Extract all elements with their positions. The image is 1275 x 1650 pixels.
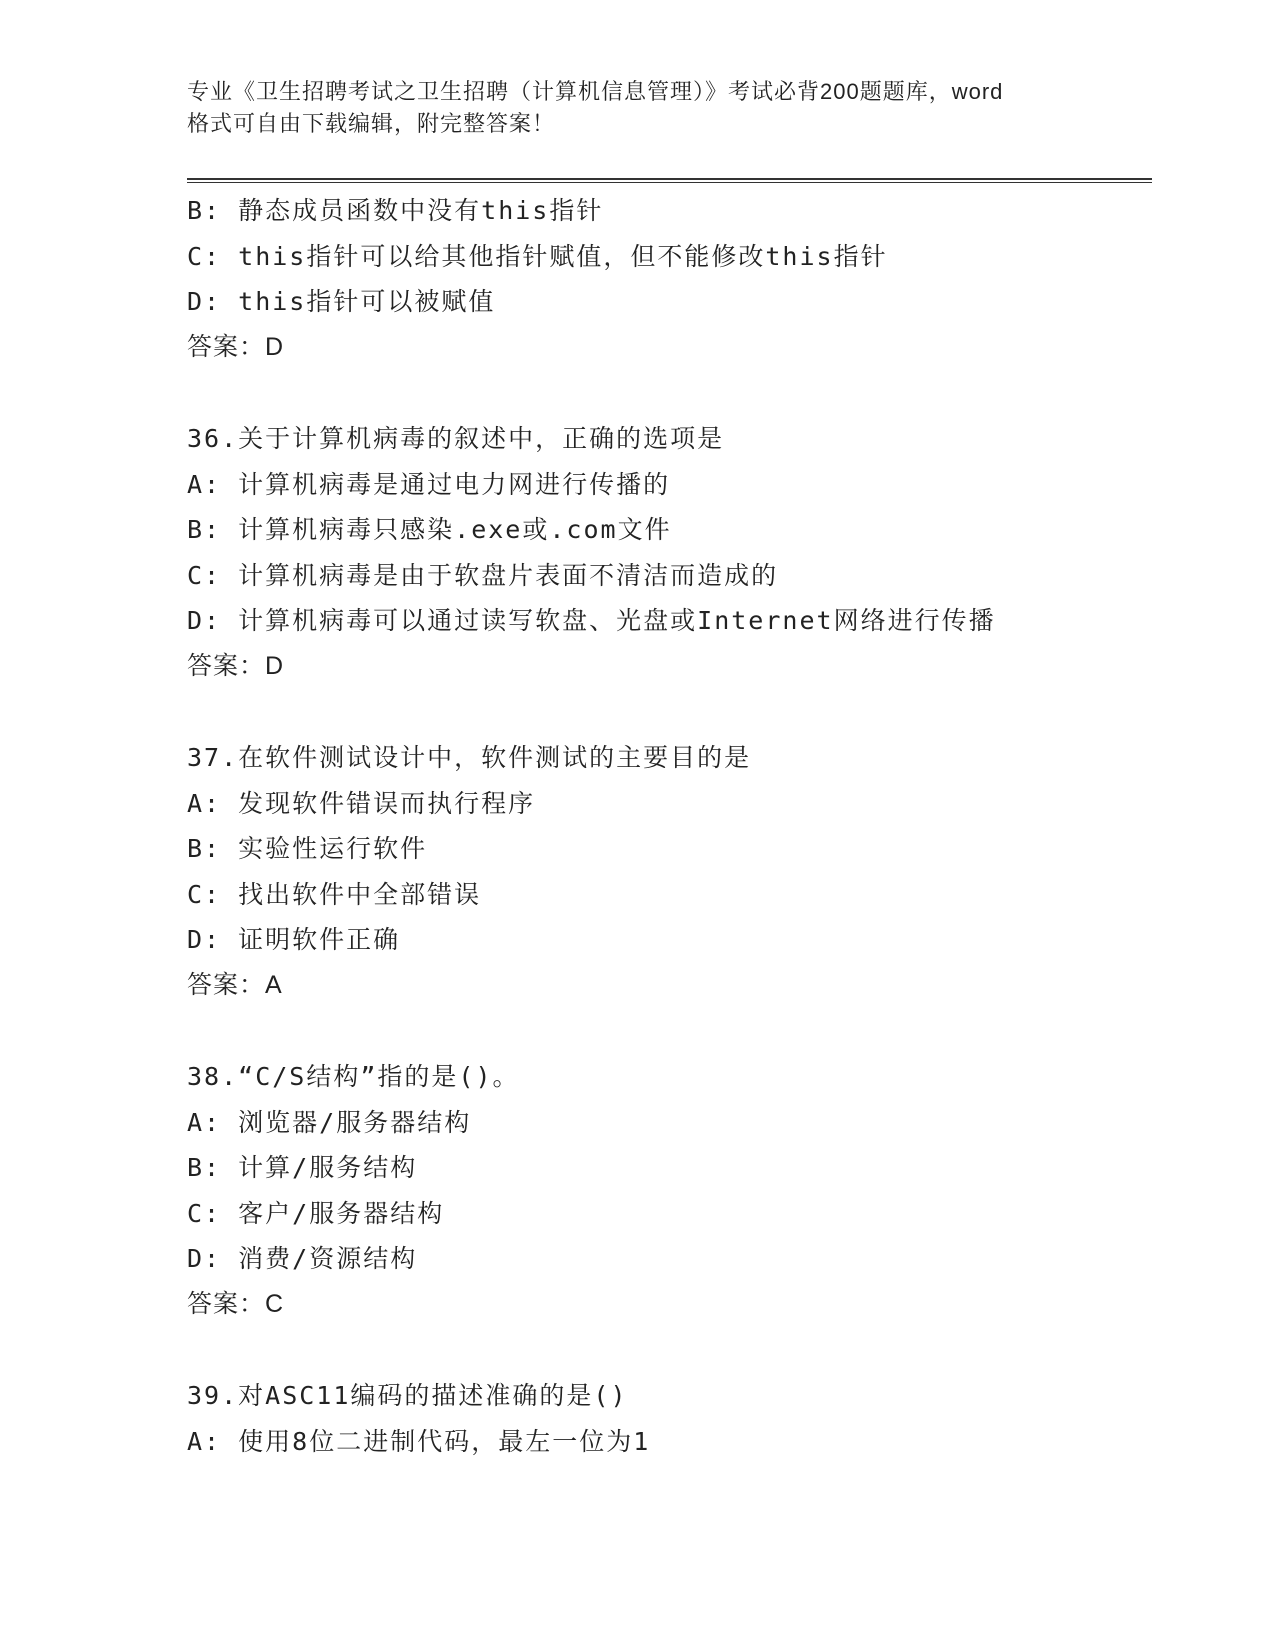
header-title-line-1: 专业《卫生招聘考试之卫生招聘（计算机信息管理）》考试必背200题题库，word	[187, 79, 1004, 104]
option-c: C: 客户/服务器结构	[187, 1198, 445, 1228]
option-a: A: 使用8位二进制代码，最左一位为1	[187, 1426, 651, 1456]
question-text: 38.“C/S结构”指的是()。	[187, 1062, 520, 1091]
option-a: A: 发现软件错误而执行程序	[187, 788, 536, 818]
option-a: A: 计算机病毒是通过电力网进行传播的	[187, 469, 671, 499]
option-d: D: 消费/资源结构	[187, 1244, 418, 1273]
question-text: 37.在软件测试设计中，软件测试的主要目的是	[187, 743, 752, 772]
document-header	[187, 76, 1087, 140]
option-b: B: 实验性运行软件	[187, 834, 428, 863]
question-35	[187, 188, 1187, 370]
header-divider-thick	[187, 178, 1152, 180]
question-38	[187, 1054, 1187, 1327]
option-c: C: 计算机病毒是由于软盘片表面不清洁而造成的	[187, 560, 779, 590]
option-d: D: this指针可以被赋值	[187, 287, 496, 316]
option-d: D: 证明软件正确	[187, 925, 401, 954]
question-text: 36.关于计算机病毒的叙述中，正确的选项是	[187, 424, 725, 453]
option-c: C: 找出软件中全部错误	[187, 879, 482, 909]
question-39	[187, 1373, 1187, 1464]
spacer	[187, 1008, 1187, 1054]
spacer	[187, 370, 1187, 416]
header-title-line-2: 格式可自由下载编辑，附完整答案！	[187, 111, 556, 136]
option-b: B: 静态成员函数中没有this指针	[187, 196, 604, 225]
spacer	[187, 1327, 1187, 1373]
answer: 答案：A	[187, 970, 283, 999]
option-a: A: 浏览器/服务器结构	[187, 1107, 472, 1137]
option-b: B: 计算/服务结构	[187, 1153, 418, 1182]
header-divider-thin	[187, 182, 1152, 183]
spacer	[187, 689, 1187, 735]
answer: 答案：D	[187, 332, 285, 361]
option-d: D: 计算机病毒可以通过读写软盘、光盘或Internet网络进行传播	[187, 606, 996, 635]
question-text: 39.对ASC11编码的描述准确的是()	[187, 1381, 628, 1410]
option-b: B: 计算机病毒只感染.exe或.com文件	[187, 515, 672, 544]
question-37	[187, 735, 1187, 1008]
answer: 答案：C	[187, 1289, 285, 1318]
question-list	[187, 188, 1187, 1464]
question-36	[187, 416, 1187, 689]
option-c: C: this指针可以给其他指针赋值，但不能修改this指针	[187, 241, 888, 271]
answer: 答案：D	[187, 651, 285, 680]
